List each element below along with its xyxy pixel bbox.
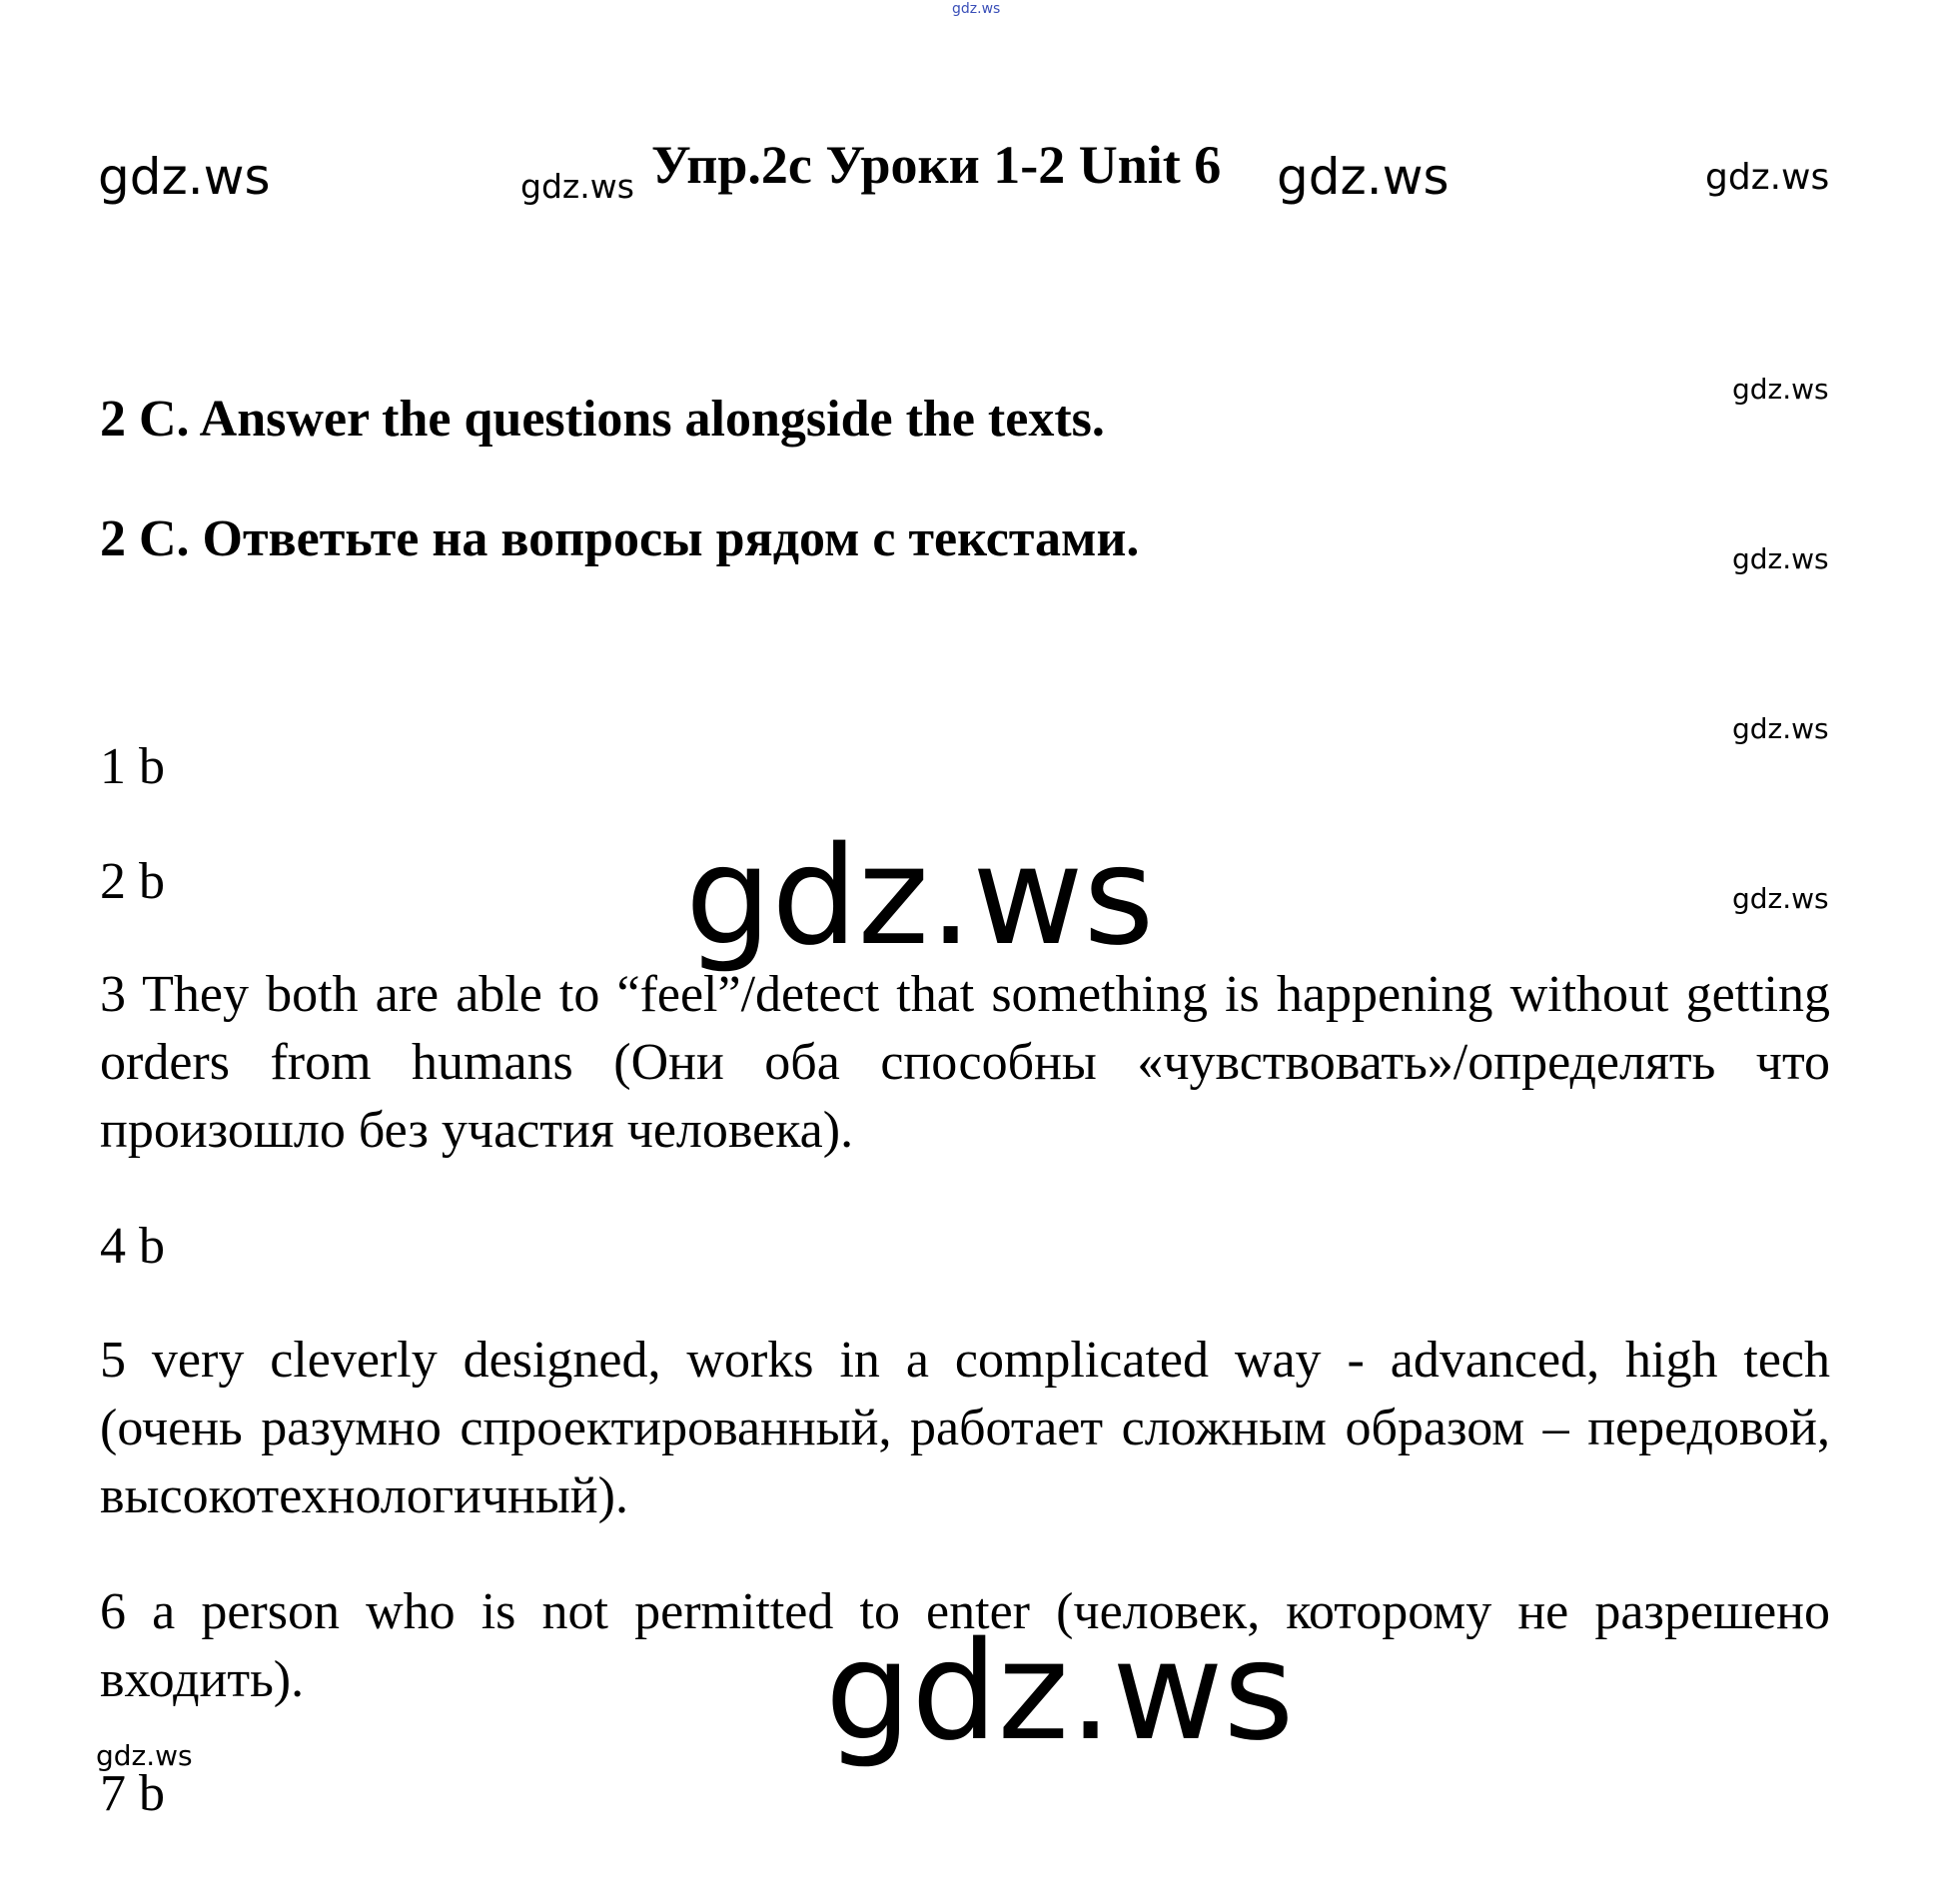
watermark-side-3: gdz.ws <box>1732 712 1829 745</box>
answer-5: 5 very cleverly designed, works in a complicated way - advanced, high tech (очень разумно спроектированный, работает сложным образом – передовой, высокотехнологичный). <box>100 1332 1830 1524</box>
page-title: Упр.2с Уроки 1-2 Unit 6 <box>651 135 1222 195</box>
watermark-header-after-title: gdz.ws <box>1277 148 1450 206</box>
watermark-big-2: gdz.ws <box>825 1613 1295 1771</box>
answer-6: 6 a person who is not permitted to enter (человек, которому не разрешено входить). <box>100 1583 1830 1708</box>
answer-4: 4 b <box>100 1218 165 1275</box>
watermark-side-2: gdz.ws <box>1732 542 1829 575</box>
watermark-header-left: gdz.ws <box>98 148 271 206</box>
answer-7: 7 b <box>100 1765 165 1822</box>
answer-1: 1 b <box>100 738 165 795</box>
answer-3: 3 They both are able to “feel”/detect that something is happening without getting orders from humans (Они оба способны «чувствовать»/определять что произошло без участия человека). <box>100 966 1830 1159</box>
watermark-top-tiny: gdz.ws <box>952 1 1001 17</box>
answer-2: 2 b <box>100 853 165 910</box>
watermark-big-1: gdz.ws <box>685 818 1155 976</box>
watermark-side-4: gdz.ws <box>1732 882 1829 915</box>
task-heading-english: 2 C. Answer the questions alongside the texts. <box>100 391 1105 448</box>
watermark-header-right: gdz.ws <box>1705 157 1830 198</box>
watermark-header-mid: gdz.ws <box>520 167 634 206</box>
watermark-bottom-small: gdz.ws <box>96 1739 193 1772</box>
watermark-side-1: gdz.ws <box>1732 373 1829 406</box>
task-heading-russian: 2 С. Ответьте на вопросы рядом с текстами. <box>100 510 1140 567</box>
